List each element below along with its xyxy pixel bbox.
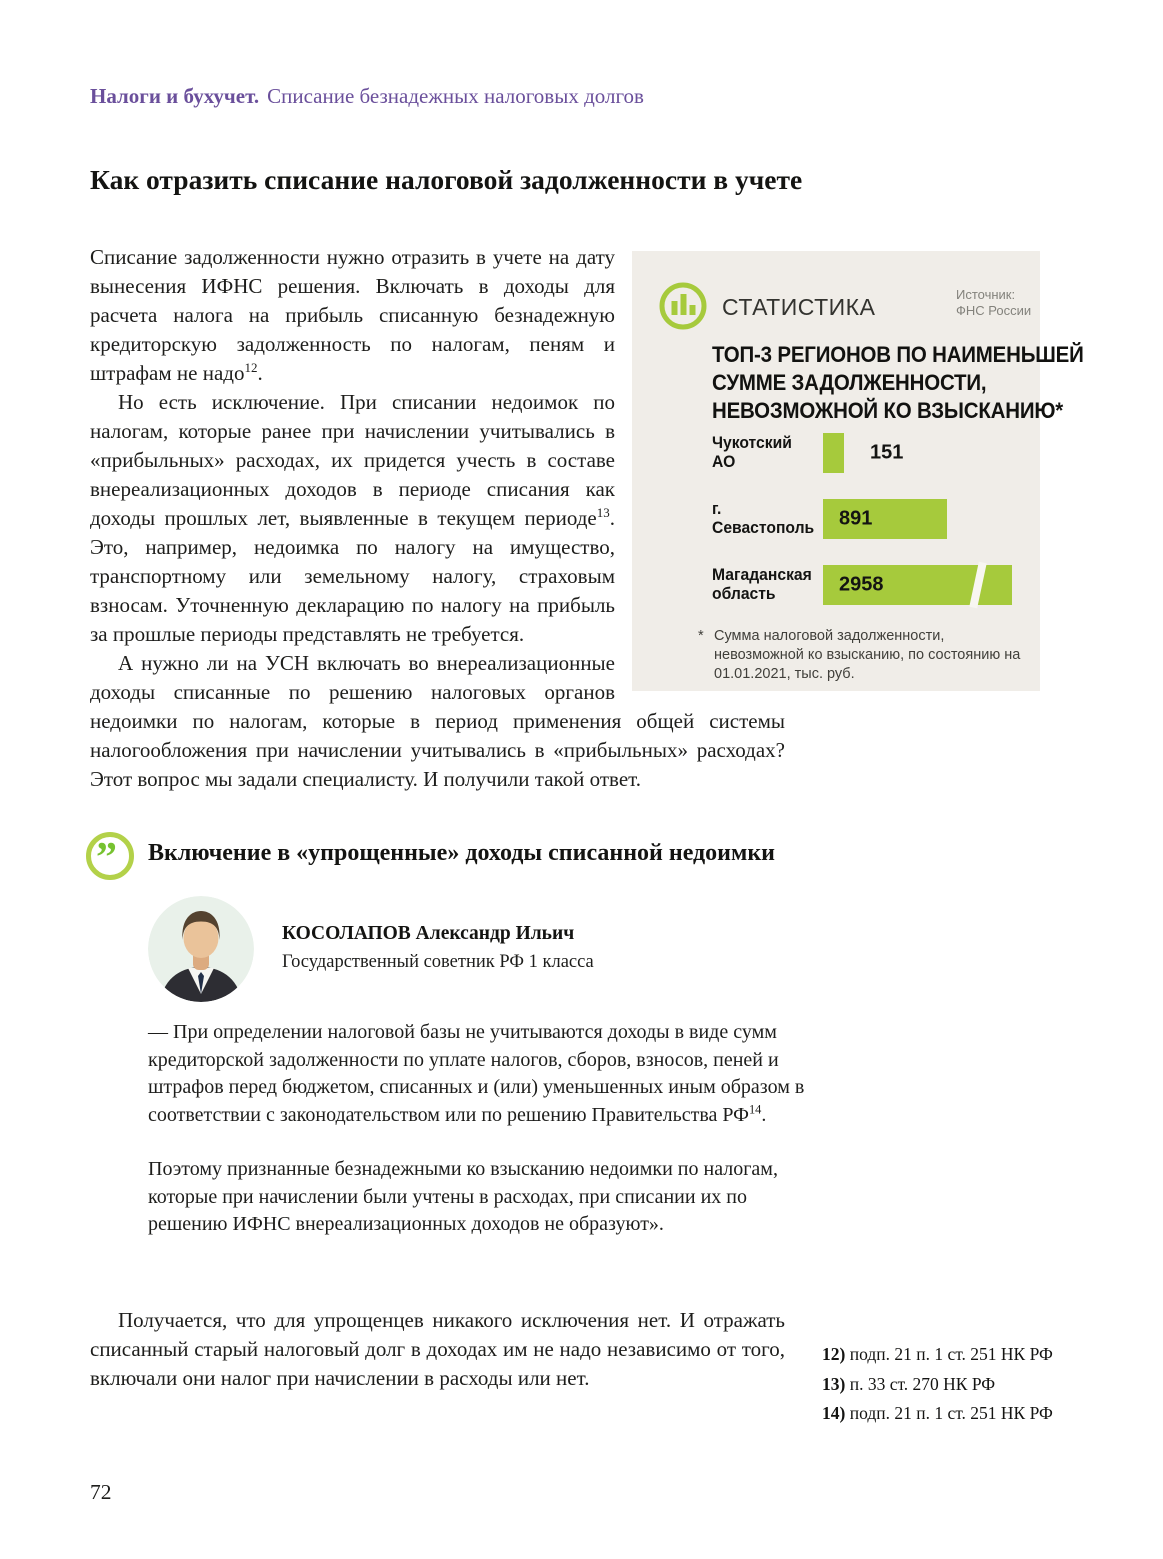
bar-label: Чукотский АО xyxy=(712,434,792,471)
stats-source xyxy=(956,287,1031,319)
footnote-number: 14) xyxy=(822,1403,846,1423)
page-number: 72 xyxy=(90,1480,112,1504)
quote-heading: Включение в «упрощенные» доходы списанной недоимки xyxy=(148,840,776,866)
footnote-number: 12) xyxy=(822,1344,846,1364)
footnote-text: подп. 21 п. 1 ст. 251 НК РФ xyxy=(849,1344,1053,1364)
stats-title-line2: СУММЕ ЗАДОЛЖЕННОСТИ, xyxy=(712,370,987,395)
bar xyxy=(823,433,844,473)
footnote-text: подп. 21 п. 1 ст. 251 НК РФ xyxy=(849,1403,1053,1423)
expert-meta xyxy=(282,896,594,1002)
paragraph-3: А нужно ли на УСН включать во внереализационные доходы списанные по решению налоговых органов недоимки по налогам, которые в период применения общей системы налогообложения при начислении учитывались в «прибыльных» расходах? Этот вопрос мы задали специалисту. И получили такой ответ. xyxy=(90,651,785,791)
bar-row-chukotka xyxy=(712,433,1037,473)
bar-chart-icon xyxy=(658,281,708,331)
stats-title xyxy=(712,341,1084,425)
footnote-ref-12: 12 xyxy=(244,360,258,375)
stats-title-line3: НЕВОЗМОЖНОЙ КО ВЗЫСКАНИЮ* xyxy=(712,398,1064,423)
bar-value: 2958 xyxy=(839,573,884,596)
stats-source-name: ФНС России xyxy=(956,303,1032,318)
svg-text:”: ” xyxy=(96,835,117,881)
paragraph-1-text: Списание задолженности нужно отразить в учете на дату вынесения ИФНС решения. Включать в доходы для расчета налога на прибыль списанную безнадежную кредиторскую задолженность по налогам, пеням и штрафам не надо xyxy=(90,245,615,385)
quote-paragraph-1-text: — При определении налоговой базы не учитываются доходы в виде сумм кредиторской задолженности по уплате налогов, сборов, взносов, пеней и штрафов перед бюджетом, списанных и (или) уменьшенных иным образом в соответствии с законодательством или по решению Правительства РФ xyxy=(148,1021,805,1126)
closing-paragraph: Получается, что для упрощенцев никакого исключения нет. И отражать списанный старый налоговый долг в доходах им не надо независимо от того, включали они налог при начислении в расходы или нет. xyxy=(90,1308,785,1390)
bar-row-magadan xyxy=(712,565,1037,605)
stats-label: СТАТИСТИКА xyxy=(722,294,876,320)
expert-title: Государственный советник РФ 1 класса xyxy=(282,952,594,972)
stats-title-line1: ТОП-3 РЕГИОНОВ ПО НАИМЕНЬШЕЙ xyxy=(712,342,1084,367)
masthead-topic: Списание безнадежных налоговых долгов xyxy=(267,84,644,108)
footnote-12 xyxy=(822,1340,1053,1370)
bar-label: г. Севастополь xyxy=(712,500,815,537)
footnote-text: п. 33 ст. 270 НК РФ xyxy=(849,1373,996,1394)
paragraph-2-end: . Это, например, недоимка по налогу на имущество, транспортному или земельному налогу, страховым взносам. Уточненную декларацию по налогу на прибыль за прошлые периоды представлять не требуется. xyxy=(90,506,615,646)
page-title: Как отразить списание налоговой задолженности в учете xyxy=(90,164,803,195)
paragraph-2-text: Но есть исключение. При списании недоимок по налогам, которые ранее при начислении учитывались в «прибыльных» расходах, их придется учесть в составе внереализационных доходов в периоде списания как доходы прошлых лет, выявленные в текущем периоде xyxy=(90,390,615,530)
masthead xyxy=(90,84,644,109)
footnote-14 xyxy=(822,1399,1053,1429)
bar-value: 891 xyxy=(839,507,873,530)
statistics-box xyxy=(632,251,1084,691)
expert-photo xyxy=(148,896,254,1002)
stats-source-caption: Источник: xyxy=(956,287,1016,302)
bar-value: 151 xyxy=(870,441,904,464)
stats-footnote xyxy=(698,627,1032,684)
footnote-number: 13) xyxy=(822,1373,846,1394)
expert-name: КОСОЛАПОВ Александр Ильич xyxy=(282,923,575,944)
expert-quote-section xyxy=(85,831,833,1239)
avatar xyxy=(148,896,254,1002)
asterisk-mark: * xyxy=(698,628,704,644)
quote-header xyxy=(85,831,833,881)
masthead-brand: Налоги и бухучет. xyxy=(90,84,260,108)
quote-paragraph-1 xyxy=(148,1019,826,1129)
paragraph-1-end: . xyxy=(257,361,263,385)
quote-paragraph-1-end: . xyxy=(761,1103,767,1126)
margin-footnotes xyxy=(822,1340,1053,1429)
stats-footnote-text: Сумма налоговой задолженности, невозможной ко взысканию, по состоянию на 01.01.2021, тыс. руб. xyxy=(714,628,1021,682)
expert-card xyxy=(148,896,833,1002)
bar-chart xyxy=(712,433,1037,631)
bar-label: Магаданская область xyxy=(712,566,812,603)
footnote-13 xyxy=(822,1370,1053,1400)
footnote-ref-13: 13 xyxy=(596,505,610,520)
footnote-ref-14: 14 xyxy=(748,1101,762,1116)
quote-icon xyxy=(85,831,135,881)
bar-row-sevastopol xyxy=(712,499,1037,539)
quote-paragraph-2: Поэтому признанные безнадежными ко взысканию недоимки по налогам, которые при начислении были учтены в расходах, при списании их по решению ИФНС внереализационных доходов не образуют». xyxy=(148,1158,778,1235)
